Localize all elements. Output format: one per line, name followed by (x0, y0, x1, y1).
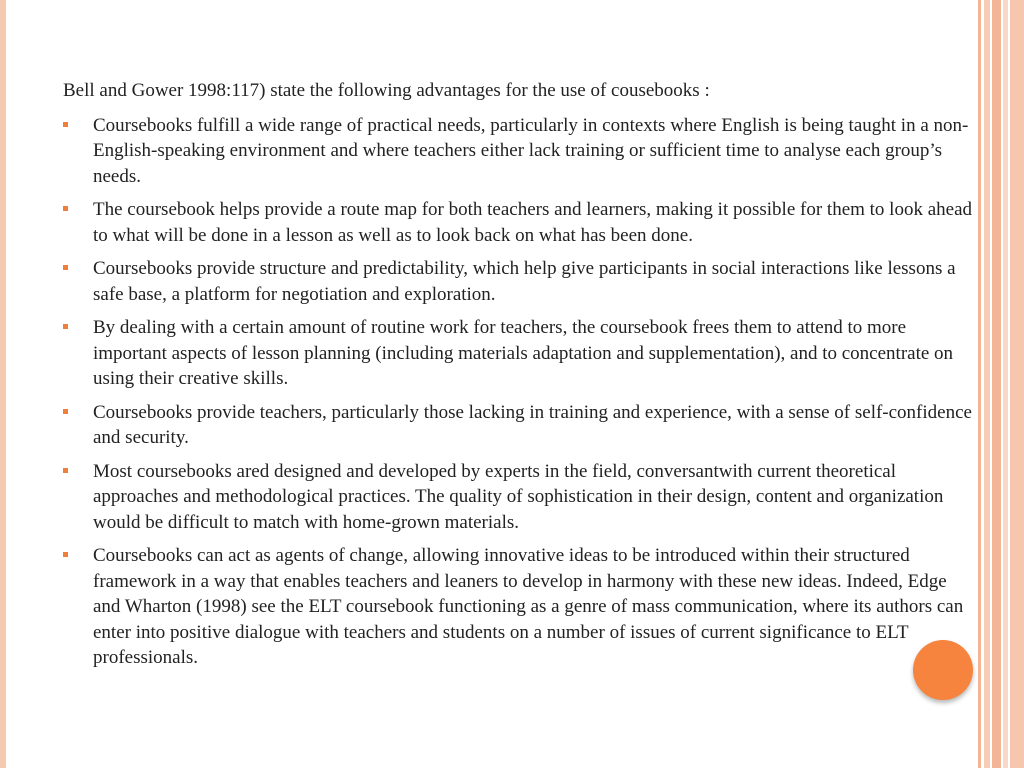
bullet-item (63, 315, 973, 392)
square-bullet-icon (63, 324, 68, 329)
bullet-text: Coursebooks provide structure and predictability, which help give participants in social interactions like lessons a safe base, a platform for negotiation and exploration. (93, 258, 956, 305)
square-bullet-icon (63, 468, 68, 473)
bullet-text: The coursebook helps provide a route map for both teachers and learners, making it possible for them to look ahead to what will be done in a lesson as well as to look back on what has been done. (93, 199, 973, 246)
intro-text: Bell and Gower 1998:117) state the following advantages for the use of cousebooks : (63, 80, 710, 101)
square-bullet-icon (63, 409, 68, 414)
bullet-item (63, 197, 973, 248)
right-stripe-decoration (992, 0, 1001, 768)
bullet-item (63, 400, 973, 451)
square-bullet-icon (63, 552, 68, 557)
bullet-item (63, 459, 973, 536)
square-bullet-icon (63, 122, 68, 127)
bullet-text: Most coursebooks ared designed and developed by experts in the field, conversantwith current theoretical approaches and methodological practices. The quality of sophistication in their design, content and organization would be difficult to match with home-grown materials. (93, 460, 944, 533)
right-stripe-decoration (1003, 0, 1008, 768)
square-bullet-icon (63, 206, 68, 211)
bullet-text: Coursebooks fulfill a wide range of practical needs, particularly in contexts where English is being taught in a non-English-speaking environment and where teachers either lack training or sufficient time to analyse each group’s needs. (93, 114, 969, 187)
bullet-text: Coursebooks provide teachers, particularly those lacking in training and experience, with a sense of self-confidence and security. (93, 401, 972, 448)
bullet-text: By dealing with a certain amount of routine work for teachers, the coursebook frees them to attend to more important aspects of lesson planning (including materials adaptation and supplementation), and to concentrate on using their creative skills. (93, 317, 954, 389)
square-bullet-icon (63, 265, 68, 270)
bullet-item (63, 113, 973, 190)
bullet-text: Coursebooks can act as agents of change, allowing innovative ideas to be introduced within their structured framework in a way that enables teachers and leaners to develop in harmony with these new ideas. Indeed, Edge and Wharton (1998) see the ELT coursebook functioning as a genre of mass communication, where its authors can enter into positive dialogue with teachers and students on a number of issues of current significance to ELT professionals. (93, 545, 964, 668)
bullet-item (63, 543, 973, 671)
right-stripe-decoration (984, 0, 990, 768)
bullet-item (63, 256, 973, 307)
left-border-decoration (0, 0, 6, 768)
right-stripe-decoration (1010, 0, 1024, 768)
circle-button[interactable] (913, 640, 973, 700)
bullet-list (63, 113, 973, 671)
slide-body (63, 78, 973, 679)
right-stripe-decoration (978, 0, 981, 768)
